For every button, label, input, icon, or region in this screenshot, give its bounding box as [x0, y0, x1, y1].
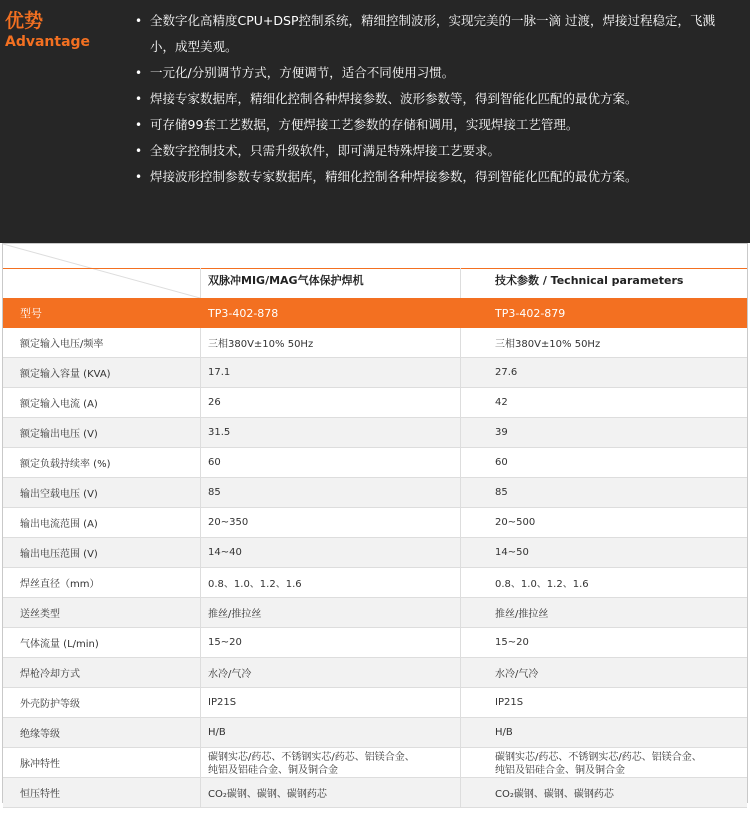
row-value-line: 碳钢实芯/药芯、不锈钢实芯/药芯、铝镁合金、: [495, 751, 702, 763]
row-label: 脉冲特性: [20, 759, 60, 770]
bullet-icon: •: [135, 14, 143, 28]
advantage-item: • 焊接波形控制参数专家数据库，精细化控制各种焊接参数，得到智能化匹配的最优方案。: [132, 164, 737, 190]
row-value-1: [208, 748, 478, 777]
advantage-section: [0, 0, 750, 243]
model-label: 型号: [20, 307, 42, 320]
header-top-line: [3, 268, 747, 269]
column-separator: [460, 328, 461, 357]
column-separator: [460, 568, 461, 597]
row-label: 绝缘等级: [20, 729, 60, 740]
table-row: [3, 658, 747, 688]
row-value-1: 31.5: [208, 427, 231, 438]
row-value-line: 碳钢实芯/药芯、不锈钢实芯/药芯、铝镁合金、: [208, 751, 415, 763]
column-separator: [200, 688, 201, 717]
row-value-2: 20~500: [495, 517, 536, 528]
row-label: 额定负载持续率 (%): [20, 459, 111, 470]
row-value-1: H/B: [208, 727, 226, 738]
row-value-2: 0.8、1.0、1.2、1.6: [495, 579, 589, 590]
row-value-2: 42: [495, 397, 508, 408]
table-row: [3, 328, 747, 358]
table-row: [3, 508, 747, 538]
column-separator: [460, 658, 461, 687]
row-value-1: 推丝/推拉丝: [208, 609, 262, 620]
column-separator: [200, 598, 201, 627]
table-row: [3, 418, 747, 448]
row-label: 输出电压范围 (V): [20, 549, 98, 560]
header-separator: [460, 268, 461, 298]
row-value-2: 85: [495, 487, 508, 498]
row-value-2: H/B: [495, 727, 513, 738]
diagonal-header-line: [3, 244, 200, 298]
table-row: [3, 388, 747, 418]
advantage-title: [5, 10, 90, 52]
column-separator: [460, 418, 461, 447]
row-label: 外壳防护等级: [20, 699, 80, 710]
row-label: 额定输入电压/频率: [20, 339, 104, 350]
advantage-item: • 一元化/分别调节方式，方便调节，适合不同使用习惯。: [132, 60, 737, 86]
column-separator: [200, 478, 201, 507]
column-separator: [460, 598, 461, 627]
bullet-icon: •: [135, 118, 143, 132]
column-separator: [200, 718, 201, 747]
column-separator: [200, 448, 201, 477]
table-row: [3, 688, 747, 718]
row-label: 输出空载电压 (V): [20, 489, 98, 500]
table-row: [3, 628, 747, 658]
table-row: [3, 358, 747, 388]
row-value-line: 纯铝及铝硅合金、铜及铜合金: [208, 764, 338, 776]
model-row: [3, 298, 747, 328]
table-row: [3, 748, 747, 778]
row-value-2: 27.6: [495, 367, 518, 378]
column-separator: [460, 388, 461, 417]
row-value-1: 60: [208, 457, 221, 468]
header-product-name: 双脉冲MIG/MAG气体保护焊机: [208, 274, 364, 287]
row-label: 气体流量 (L/min): [20, 639, 99, 650]
row-value-2: 60: [495, 457, 508, 468]
column-separator: [200, 328, 201, 357]
row-value-1: 17.1: [208, 367, 231, 378]
row-value-2: 15~20: [495, 637, 529, 648]
row-value-2: 水冷/气冷: [495, 669, 539, 680]
column-separator: [460, 508, 461, 537]
table-row: [3, 448, 747, 478]
row-label: 恒压特性: [20, 789, 60, 800]
column-separator: [460, 538, 461, 567]
advantage-title-en: Advantage: [5, 34, 91, 50]
advantage-item: • 可存储99套工艺数据，方便焊接工艺参数的存储和调用，实现焊接工艺管理。: [132, 112, 737, 138]
table-row: [3, 478, 747, 508]
row-value-line: 纯铝及铝硅合金、铜及铜合金: [495, 764, 625, 776]
row-value-1: 三相380V±10% 50Hz: [208, 339, 314, 350]
row-label: 输出电流范围 (A): [20, 519, 98, 530]
spec-table-header: [3, 244, 747, 298]
column-separator: [460, 448, 461, 477]
bullet-icon: •: [135, 66, 143, 80]
column-separator: [460, 358, 461, 387]
advantage-item: • 全数字化高精度CPU+DSP控制系统，精细控制波形，实现完美的一脉一滴 过渡，焊接过程稳定，飞溅小，成型美观。: [132, 8, 737, 60]
column-separator: [200, 748, 201, 777]
row-value-1: 20~350: [208, 517, 249, 528]
column-separator: [200, 658, 201, 687]
row-value-1: 水冷/气冷: [208, 669, 252, 680]
table-row: [3, 538, 747, 568]
column-separator: [460, 688, 461, 717]
bullet-icon: •: [135, 170, 143, 184]
advantage-item: • 焊接专家数据库，精细化控制各种焊接参数、波形参数等，得到智能化匹配的最优方案。: [132, 86, 737, 112]
row-value-1: 15~20: [208, 637, 242, 648]
bullet-icon: •: [135, 144, 143, 158]
column-separator: [460, 478, 461, 507]
column-separator: [460, 748, 461, 777]
row-value-2: CO₂碳钢、碳钢、碳钢药芯: [495, 789, 614, 800]
column-separator: [460, 718, 461, 747]
table-row: [3, 598, 747, 628]
row-label: 额定输入电流 (A): [20, 399, 98, 410]
column-separator: [460, 628, 461, 657]
row-value-2: 三相380V±10% 50Hz: [495, 339, 601, 350]
spec-table: [2, 243, 748, 803]
row-value-2: [495, 748, 745, 777]
column-separator: [200, 628, 201, 657]
row-value-1: IP21S: [208, 697, 237, 708]
column-separator: [200, 568, 201, 597]
row-value-2: 推丝/推拉丝: [495, 609, 549, 620]
row-value-1: CO₂碳钢、碳钢、碳钢药芯: [208, 789, 327, 800]
row-value-1: 14~40: [208, 547, 242, 558]
row-value-2: IP21S: [495, 697, 524, 708]
row-label: 焊丝直径（mm）: [20, 579, 100, 590]
header-technical-parameters: 技术参数 / Technical parameters: [495, 274, 684, 287]
column-separator: [200, 418, 201, 447]
row-label: 焊枪冷却方式: [20, 669, 80, 680]
header-separator: [200, 268, 201, 298]
model-value-1: TP3-402-878: [208, 306, 279, 320]
row-value-1: 85: [208, 487, 221, 498]
model-value-2: TP3-402-879: [495, 306, 566, 320]
row-value-1: 26: [208, 397, 221, 408]
advantage-list: [132, 8, 737, 190]
row-value-2: 14~50: [495, 547, 529, 558]
row-value-1: 0.8、1.0、1.2、1.6: [208, 579, 302, 590]
table-row: [3, 568, 747, 598]
row-value-2: 39: [495, 427, 508, 438]
column-separator: [200, 508, 201, 537]
table-row: [3, 718, 747, 748]
column-separator: [200, 388, 201, 417]
row-label: 额定输出电压 (V): [20, 429, 98, 440]
column-separator: [460, 778, 461, 807]
bullet-icon: •: [135, 92, 143, 106]
row-label: 送丝类型: [20, 609, 60, 620]
column-separator: [200, 358, 201, 387]
column-separator: [200, 538, 201, 567]
column-separator: [200, 778, 201, 807]
advantage-title-cn: 优势: [5, 10, 44, 32]
table-row: [3, 778, 747, 808]
row-label: 额定输入容量 (KVA): [20, 369, 111, 380]
advantage-item: • 全数字控制技术，只需升级软件，即可满足特殊焊接工艺要求。: [132, 138, 737, 164]
